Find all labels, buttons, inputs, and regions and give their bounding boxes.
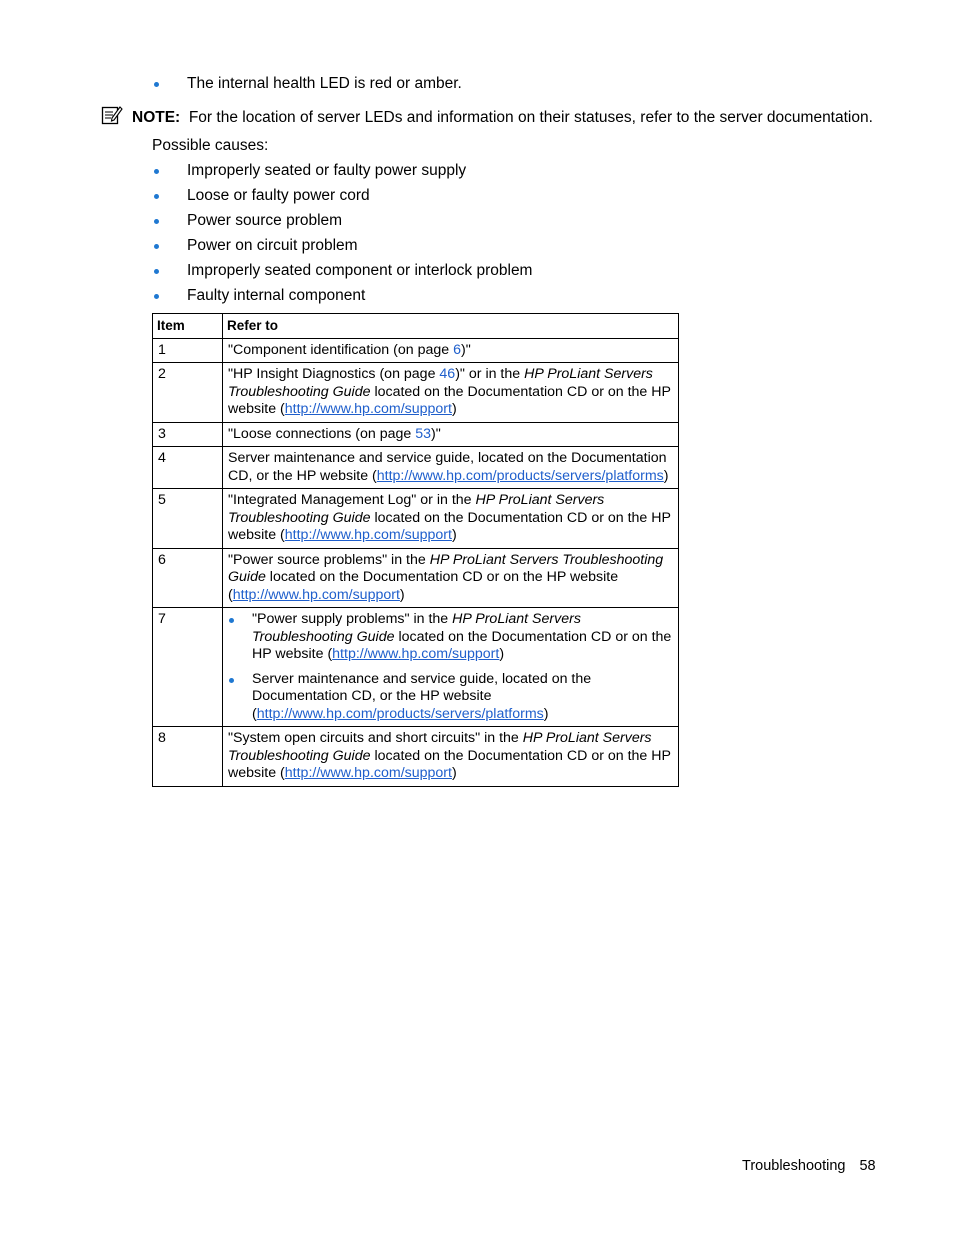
table-row [153,363,679,423]
causes-heading: Possible causes: [152,137,269,154]
refer-text: "Component identification (on page [228,341,454,358]
footer-section: Troubleshooting [742,1158,846,1174]
cause-text: Improperly seated component or interlock problem [187,262,533,279]
list-item [228,611,673,664]
support-link[interactable]: http://www.hp.com/support [284,401,452,417]
support-link[interactable]: http://www.hp.com/support [284,527,452,543]
item-cell: 1 [153,338,223,363]
bullet-icon [154,194,159,199]
refer-text: "Loose connections (on page [228,425,416,442]
refer-cell [223,608,679,727]
refer-text: ) [543,705,549,722]
guide-title: HP ProLiant Servers Troubleshooting Guide [228,730,652,764]
cause-text: Loose or faulty power cord [187,187,370,204]
refer-text: ) [399,586,405,603]
refer-text: located on the Documentation CD or on the HP website ( [228,569,619,603]
guide-title: HP ProLiant Servers Troubleshooting Guide [228,492,605,526]
table-row [153,489,679,549]
refer-cell [223,363,679,423]
note-text: For the location of server LEDs and information on their statuses, refer to the server documentation. [188,109,873,126]
table-row [153,548,679,608]
refer-text: "Power supply problems" in the [252,611,453,627]
cause-text: Power on circuit problem [187,237,358,254]
refer-text: )" or in the [455,366,525,382]
bullet-icon [229,618,234,623]
refer-text: Server maintenance and service guide, located on the Documentation CD, or the HP website ( [252,670,592,722]
bullet-icon [154,269,159,274]
cause-text: Faulty internal component [187,287,366,304]
item-cell: 2 [153,363,223,423]
page-number: 58 [859,1158,876,1174]
refer-text: located on the Documentation CD or on the HP website ( [252,628,672,662]
item-cell: 7 [153,608,223,727]
bullet-icon [154,294,159,299]
table-header-row [153,314,679,339]
refer-text: "Power source problems" in the [228,551,430,568]
refer-text: ) [451,401,457,417]
platforms-link[interactable]: http://www.hp.com/products/servers/platforms [376,467,664,484]
column-header-refer-to: Refer to [223,314,679,339]
item-cell: 5 [153,489,223,549]
refer-text: )" [431,425,441,442]
item-cell: 8 [153,727,223,787]
refer-text: "System open circuits and short circuits" in the [228,730,523,746]
refer-text: ) [451,527,457,543]
refer-cell [223,447,679,489]
table-row [153,447,679,489]
guide-title: HP ProLiant Servers Troubleshooting Guide [252,611,581,645]
refer-text: ) [451,765,457,781]
refer-cell [223,489,679,549]
page-footer [742,1158,876,1174]
cause-text: Power source problem [187,212,343,229]
page-link[interactable]: 53 [415,425,432,442]
refer-text: ) [499,646,505,662]
refer-bullet-list [228,611,673,723]
list-item [228,671,673,724]
support-link[interactable]: http://www.hp.com/support [332,646,500,662]
bullet-icon [154,219,159,224]
refer-cell [223,338,679,363]
table-row [153,422,679,447]
refer-text: )" [460,341,471,358]
page-link[interactable]: 6 [453,341,461,358]
item-cell: 6 [153,548,223,608]
bullet-icon [229,678,234,683]
table-row [153,608,679,727]
refer-cell [223,548,679,608]
item-cell: 3 [153,422,223,447]
refer-cell [223,727,679,787]
bullet-icon [154,244,159,249]
support-link[interactable]: http://www.hp.com/support [232,586,400,603]
refer-text: Server maintenance and service guide, located on the Documentation CD, or the HP website ( [228,450,667,484]
bullet-icon [154,169,159,174]
refer-text: ) [663,467,669,484]
refer-text: located on the Documentation CD or on the HP website ( [228,509,671,543]
refer-text: "Integrated Management Log" or in the [228,492,476,508]
page-link[interactable]: 46 [439,366,456,382]
note-label: NOTE: [132,109,181,126]
cause-text: Improperly seated or faulty power supply [187,162,467,179]
table-row [153,727,679,787]
refer-text: located on the Documentation CD or on the HP website ( [228,747,671,781]
top-bullet-text: The internal health LED is red or amber. [187,75,462,92]
note-pad-icon [101,104,123,126]
platforms-link[interactable]: http://www.hp.com/products/servers/platforms [256,705,544,722]
reference-table [152,313,679,787]
item-cell: 4 [153,447,223,489]
table-row [153,338,679,363]
refer-text: "HP Insight Diagnostics (on page [228,366,440,382]
bullet-icon [154,82,159,87]
refer-cell [223,422,679,447]
guide-title: HP ProLiant Servers Troubleshooting Guide [228,551,664,585]
guide-title: HP ProLiant Servers Troubleshooting Guide [228,366,653,400]
refer-text: located on the Documentation CD or on the HP website ( [228,383,671,417]
column-header-item: Item [153,314,223,339]
support-link[interactable]: http://www.hp.com/support [284,765,452,781]
